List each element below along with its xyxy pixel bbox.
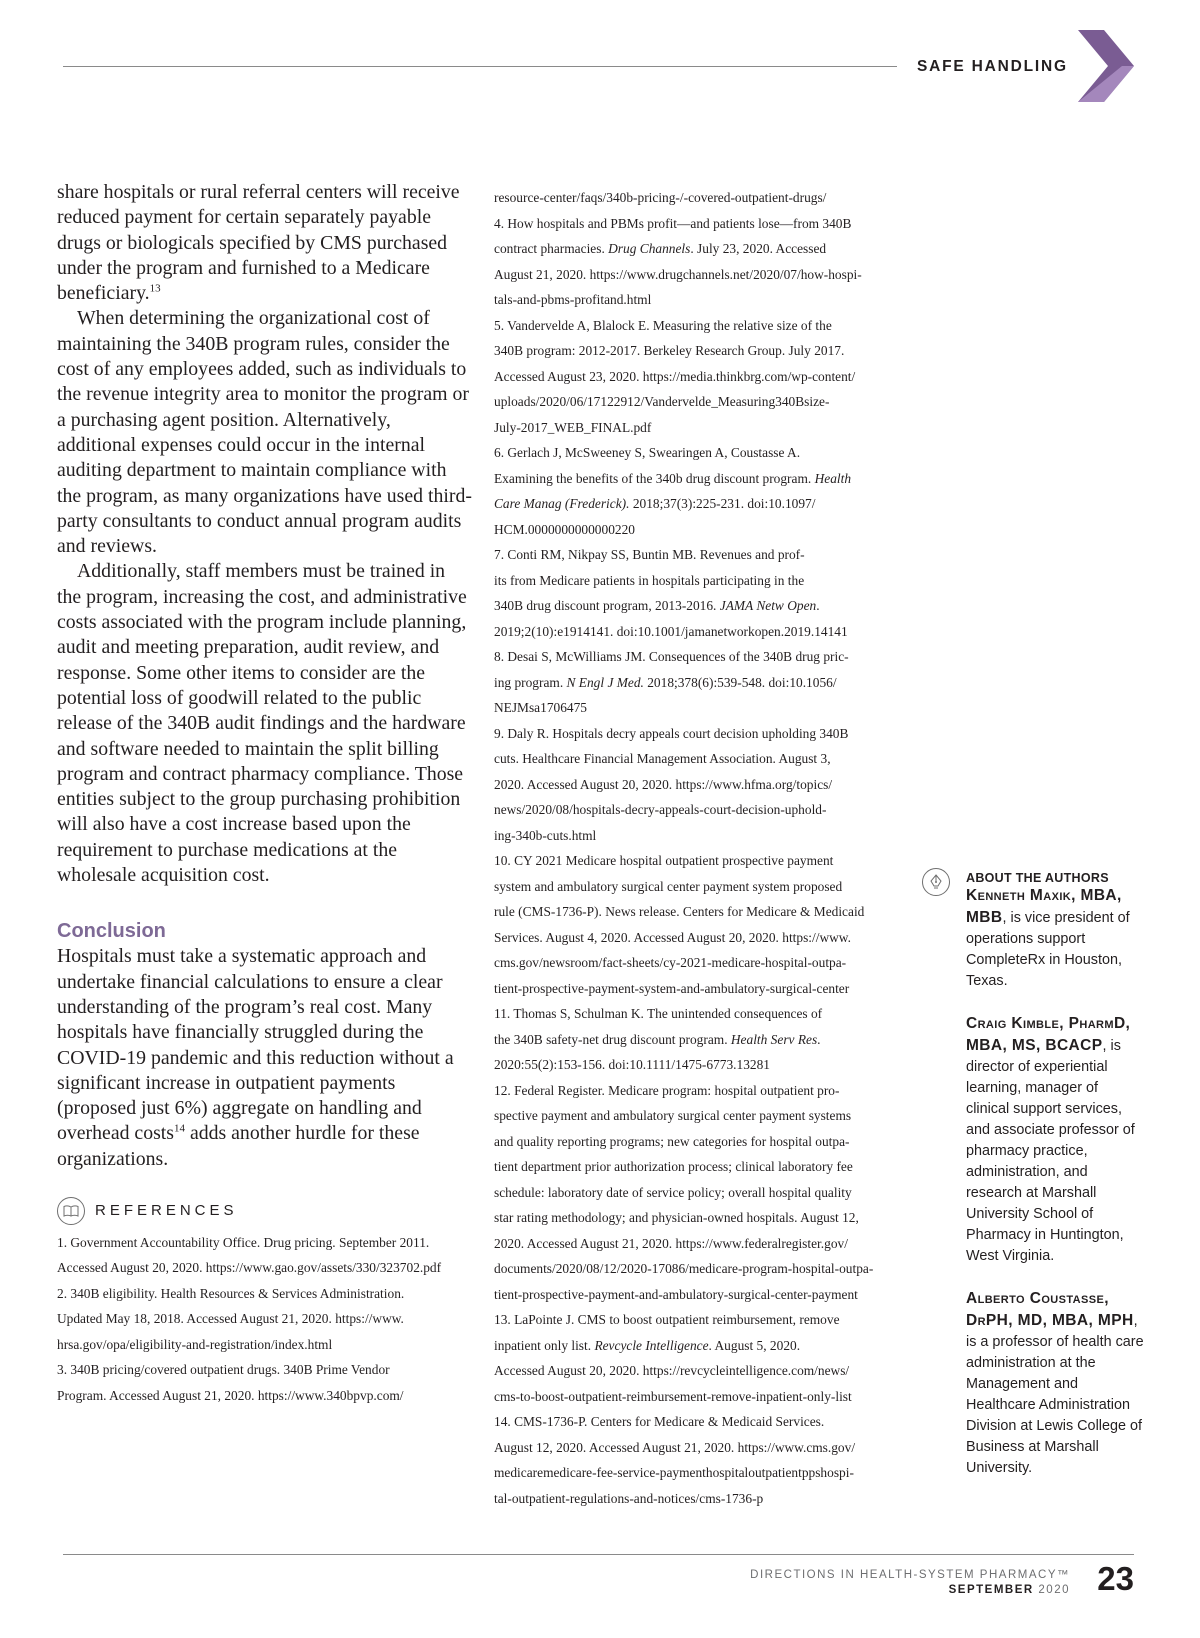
- reference-line: Updated May 18, 2018. Accessed August 21, 2020. https://www.: [57, 1311, 404, 1327]
- reference-line: HCM.0000000000000220: [494, 521, 635, 537]
- reference-line: NEJMsa1706475: [494, 700, 587, 715]
- citation-14: 14: [174, 1122, 185, 1135]
- references-title: REFERENCES: [95, 1202, 238, 1220]
- about-authors: [924, 868, 1144, 1479]
- authors-title: ABOUT THE AUTHORS: [966, 871, 1109, 885]
- conclusion-heading: Conclusion: [57, 920, 166, 943]
- citation-13: 13: [149, 282, 161, 295]
- reference-line: tient-prospective-payment-and-ambulatory-surgical-center-payment: [494, 1286, 858, 1302]
- references-header: [57, 1194, 472, 1228]
- reference-line: tient-prospective-payment-system-and-ambulatory-surgical-center: [494, 980, 850, 996]
- reference-line: tal-outpatient-regulations-and-notices/cms-1736-p: [494, 1490, 764, 1506]
- footer-rule: [63, 1554, 1134, 1555]
- conclusion-paragraph: Hospitals must take a systematic approach and undertake financial calculations to ensure a clear understanding of the program’s real cost. Many hospitals have financially struggled during the COVID-19 pandemic and this reduction without a significant increase in outpatient payments (proposed just 6%) aggregate on handling and overhead costs$^{14}$ adds another hurdle for these organizations.: [57, 945, 454, 1170]
- references-list-right: [494, 185, 914, 1511]
- book-icon: [57, 1197, 85, 1225]
- author-bio: Craig Kimble, PharmD, MBA, MS, BCACP, is director of experiential learning, manager of clinical support services, and associate professor of pharmacy practice, administration, and research at Marshall University School of Pharmacy in Huntington, West Virginia.: [966, 1015, 1135, 1264]
- reference-line: 7. Conti RM, Nikpay SS, Buntin MB. Revenues and prof-: [494, 547, 805, 562]
- reference-line: 340B program: 2012-2017. Berkeley Research Group. July 2017.: [494, 343, 845, 358]
- reference-line: 2020:55(2):153-156. doi:10.1111/1475-6773.13281: [494, 1057, 770, 1072]
- reference-line: contract pharmacies. Drug Channels. July 23, 2020. Accessed: [494, 241, 827, 256]
- publication-name: DIRECTIONS IN HEALTH-SYSTEM PHARMACY™: [750, 1569, 1070, 1581]
- reference-line: cms-to-boost-outpatient-reimbursement-remove-inpatient-only-list: [494, 1388, 852, 1404]
- page-number: 23: [1097, 1560, 1134, 1597]
- reference-line: schedule: laboratory date of service policy; overall hospital quality: [494, 1184, 852, 1200]
- reference-line: 340B drug discount program, 2013-2016. JAMA Netw Open.: [494, 598, 820, 613]
- footer-publication: [750, 1568, 1070, 1598]
- reference-line: 6. Gerlach J, McSweeney S, Swearingen A, Coustasse A.: [494, 445, 801, 460]
- reference-line: Care Manag (Frederick). 2018;37(3):225-231. doi:10.1097/: [494, 496, 816, 511]
- body-paragraph-2: When determining the organizational cost of maintaining the 340B program rules, consider the cost of any employees added, such as individuals to the revenue integrity area to monitor the program or a purchasing agent position. Alternatively, additional expenses could occur in the internal auditing department to maintain compliance with the program, as many organizations have used third-party consultants to conduct annual program audits and reviews.: [57, 307, 472, 558]
- issue-year: 2020: [1038, 1584, 1070, 1596]
- issue-month: SEPTEMBER: [948, 1584, 1034, 1596]
- reference-line: cuts. Healthcare Financial Management Association. August 3,: [494, 751, 831, 766]
- reference-line: spective payment and ambulatory surgical center payment systems: [494, 1108, 852, 1123]
- reference-line: 9. Daly R. Hospitals decry appeals court decision upholding 340B: [494, 725, 849, 741]
- reference-line: medicaremedicare-fee-service-paymenthospitaloutpatientppshospi-: [494, 1465, 854, 1480]
- body-column: [57, 180, 472, 1408]
- reference-line: cms.gov/newsroom/fact-sheets/cy-2021-medicare-hospital-outpa-: [494, 955, 847, 970]
- reference-line: its from Medicare patients in hospitals participating in the: [494, 572, 805, 588]
- reference-line: 5. Vandervelde A, Blalock E. Measuring the relative size of the: [494, 317, 832, 333]
- reference-line: 8. Desai S, McWilliams JM. Consequences of the 340B drug pric-: [494, 649, 849, 664]
- reference-line: 2. 340B eligibility. Health Resources & Services Administration.: [57, 1285, 405, 1301]
- chevron-arrow-icon: [1078, 30, 1134, 102]
- reference-line: July-2017_WEB_FINAL.pdf: [494, 419, 652, 435]
- reference-line: ing-340b-cuts.html: [494, 827, 597, 843]
- reference-line: inpatient only list. Revcycle Intelligence. August 5, 2020.: [494, 1337, 801, 1353]
- references-list-left: [57, 1230, 472, 1409]
- reference-line: tals-and-pbms-profitand.html: [494, 292, 652, 307]
- body-paragraph-3: Additionally, staff members must be trained in the program, increasing the cost, and administrative costs associated with the program include planning, audit and meeting preparation, audit review, and response. Some other items to consider are the potential loss of goodwill related to the public release of the 340B audit findings and the hardware and software needed to maintain the split billing program and contract pharmacy compliance. Those entities subject to the group purchasing prohibition will also have a cost increase based upon the requirement to purchase medications at the wholesale acquisition cost.: [57, 560, 467, 887]
- reference-line: documents/2020/08/12/2020-17086/medicare-program-hospital-outpa-: [494, 1261, 874, 1276]
- reference-line: 4. How hospitals and PBMs profit—and patients lose—from 340B: [494, 215, 852, 231]
- section-label: SAFE HANDLING: [917, 58, 1068, 75]
- reference-line: tient department prior authorization process; clinical laboratory fee: [494, 1159, 853, 1174]
- reference-line: the 340B safety-net drug discount program. Health Serv Res.: [494, 1031, 821, 1047]
- reference-line: Examining the benefits of the 340b drug discount program. Health: [494, 470, 852, 486]
- reference-line: 14. CMS-1736-P. Centers for Medicare & Medicaid Services.: [494, 1414, 825, 1429]
- reference-line: 2020. Accessed August 21, 2020. https://www.federalregister.gov/: [494, 1235, 848, 1251]
- reference-line: Accessed August 20, 2020. https://revcycleintelligence.com/news/: [494, 1363, 850, 1378]
- pen-nib-icon: [922, 868, 950, 896]
- reference-line: 3. 340B pricing/covered outpatient drugs. 340B Prime Vendor: [57, 1362, 390, 1378]
- reference-line: August 21, 2020. https://www.drugchannels.net/2020/07/how-hospi-: [494, 266, 862, 282]
- reference-line: ing program. N Engl J Med. 2018;378(6):539-548. doi:10.1056/: [494, 674, 837, 690]
- reference-line: uploads/2020/06/17122912/Vandervelde_Measuring340Bsize-: [494, 394, 830, 409]
- reference-line: rule (CMS-1736-P). News release. Centers for Medicare & Medicaid: [494, 904, 865, 919]
- reference-line: 11. Thomas S, Schulman K. The unintended consequences of: [494, 1006, 823, 1021]
- reference-line: news/2020/08/hospitals-decry-appeals-court-decision-uphold-: [494, 802, 827, 817]
- body-paragraph-1: share hospitals or rural referral centers will receive reduced payment for certain separately payable drugs or biologicals specified by CMS purchased under the program and furnished to a Medicare beneficiary.$^{13}$: [57, 181, 460, 305]
- reference-line: 10. CY 2021 Medicare hospital outpatient prospective payment: [494, 853, 834, 868]
- reference-line: resource-center/faqs/340b-pricing-/-covered-outpatient-drugs/: [494, 190, 827, 205]
- reference-line: and quality reporting programs; new categories for hospital outpa-: [494, 1133, 850, 1149]
- header-rule: [63, 66, 897, 67]
- reference-line: hrsa.gov/opa/eligibility-and-registration/index.html: [57, 1336, 333, 1352]
- reference-line: 2020. Accessed August 20, 2020. https://www.hfma.org/topics/: [494, 776, 833, 792]
- author-bio: Alberto Coustasse, DrPH, MD, MBA, MPH, is a professor of health care administration at the Management and Healthcare Administration Division at Lewis College of Business at Marshall University.: [966, 1290, 1144, 1476]
- reference-line: 12. Federal Register. Medicare program: hospital outpatient pro-: [494, 1082, 840, 1098]
- reference-line: star rating methodology; and physician-owned hospitals. August 12,: [494, 1210, 859, 1225]
- reference-line: Program. Accessed August 21, 2020. https://www.340bpvp.com/: [57, 1387, 404, 1403]
- reference-line: 2019;2(10):e1914141. doi:10.1001/jamanetworkopen.2019.14141: [494, 623, 848, 639]
- reference-line: Accessed August 20, 2020. https://www.gao.gov/assets/330/323702.pdf: [57, 1260, 442, 1276]
- reference-line: 13. LaPointe J. CMS to boost outpatient reimbursement, remove: [494, 1312, 840, 1327]
- reference-line: Accessed August 23, 2020. https://media.thinkbrg.com/wp-content/: [494, 368, 856, 384]
- reference-line: Services. August 4, 2020. Accessed August 20, 2020. https://www.: [494, 929, 851, 945]
- author-bio: Kenneth Maxik, MBA, MBB, is vice president of operations support CompleteRx in Houston, Texas.: [966, 887, 1130, 989]
- reference-line: system and ambulatory surgical center payment system proposed: [494, 878, 843, 894]
- reference-line: August 12, 2020. Accessed August 21, 2020. https://www.cms.gov/: [494, 1439, 856, 1455]
- reference-line: 1. Government Accountability Office. Drug pricing. September 2011.: [57, 1234, 430, 1250]
